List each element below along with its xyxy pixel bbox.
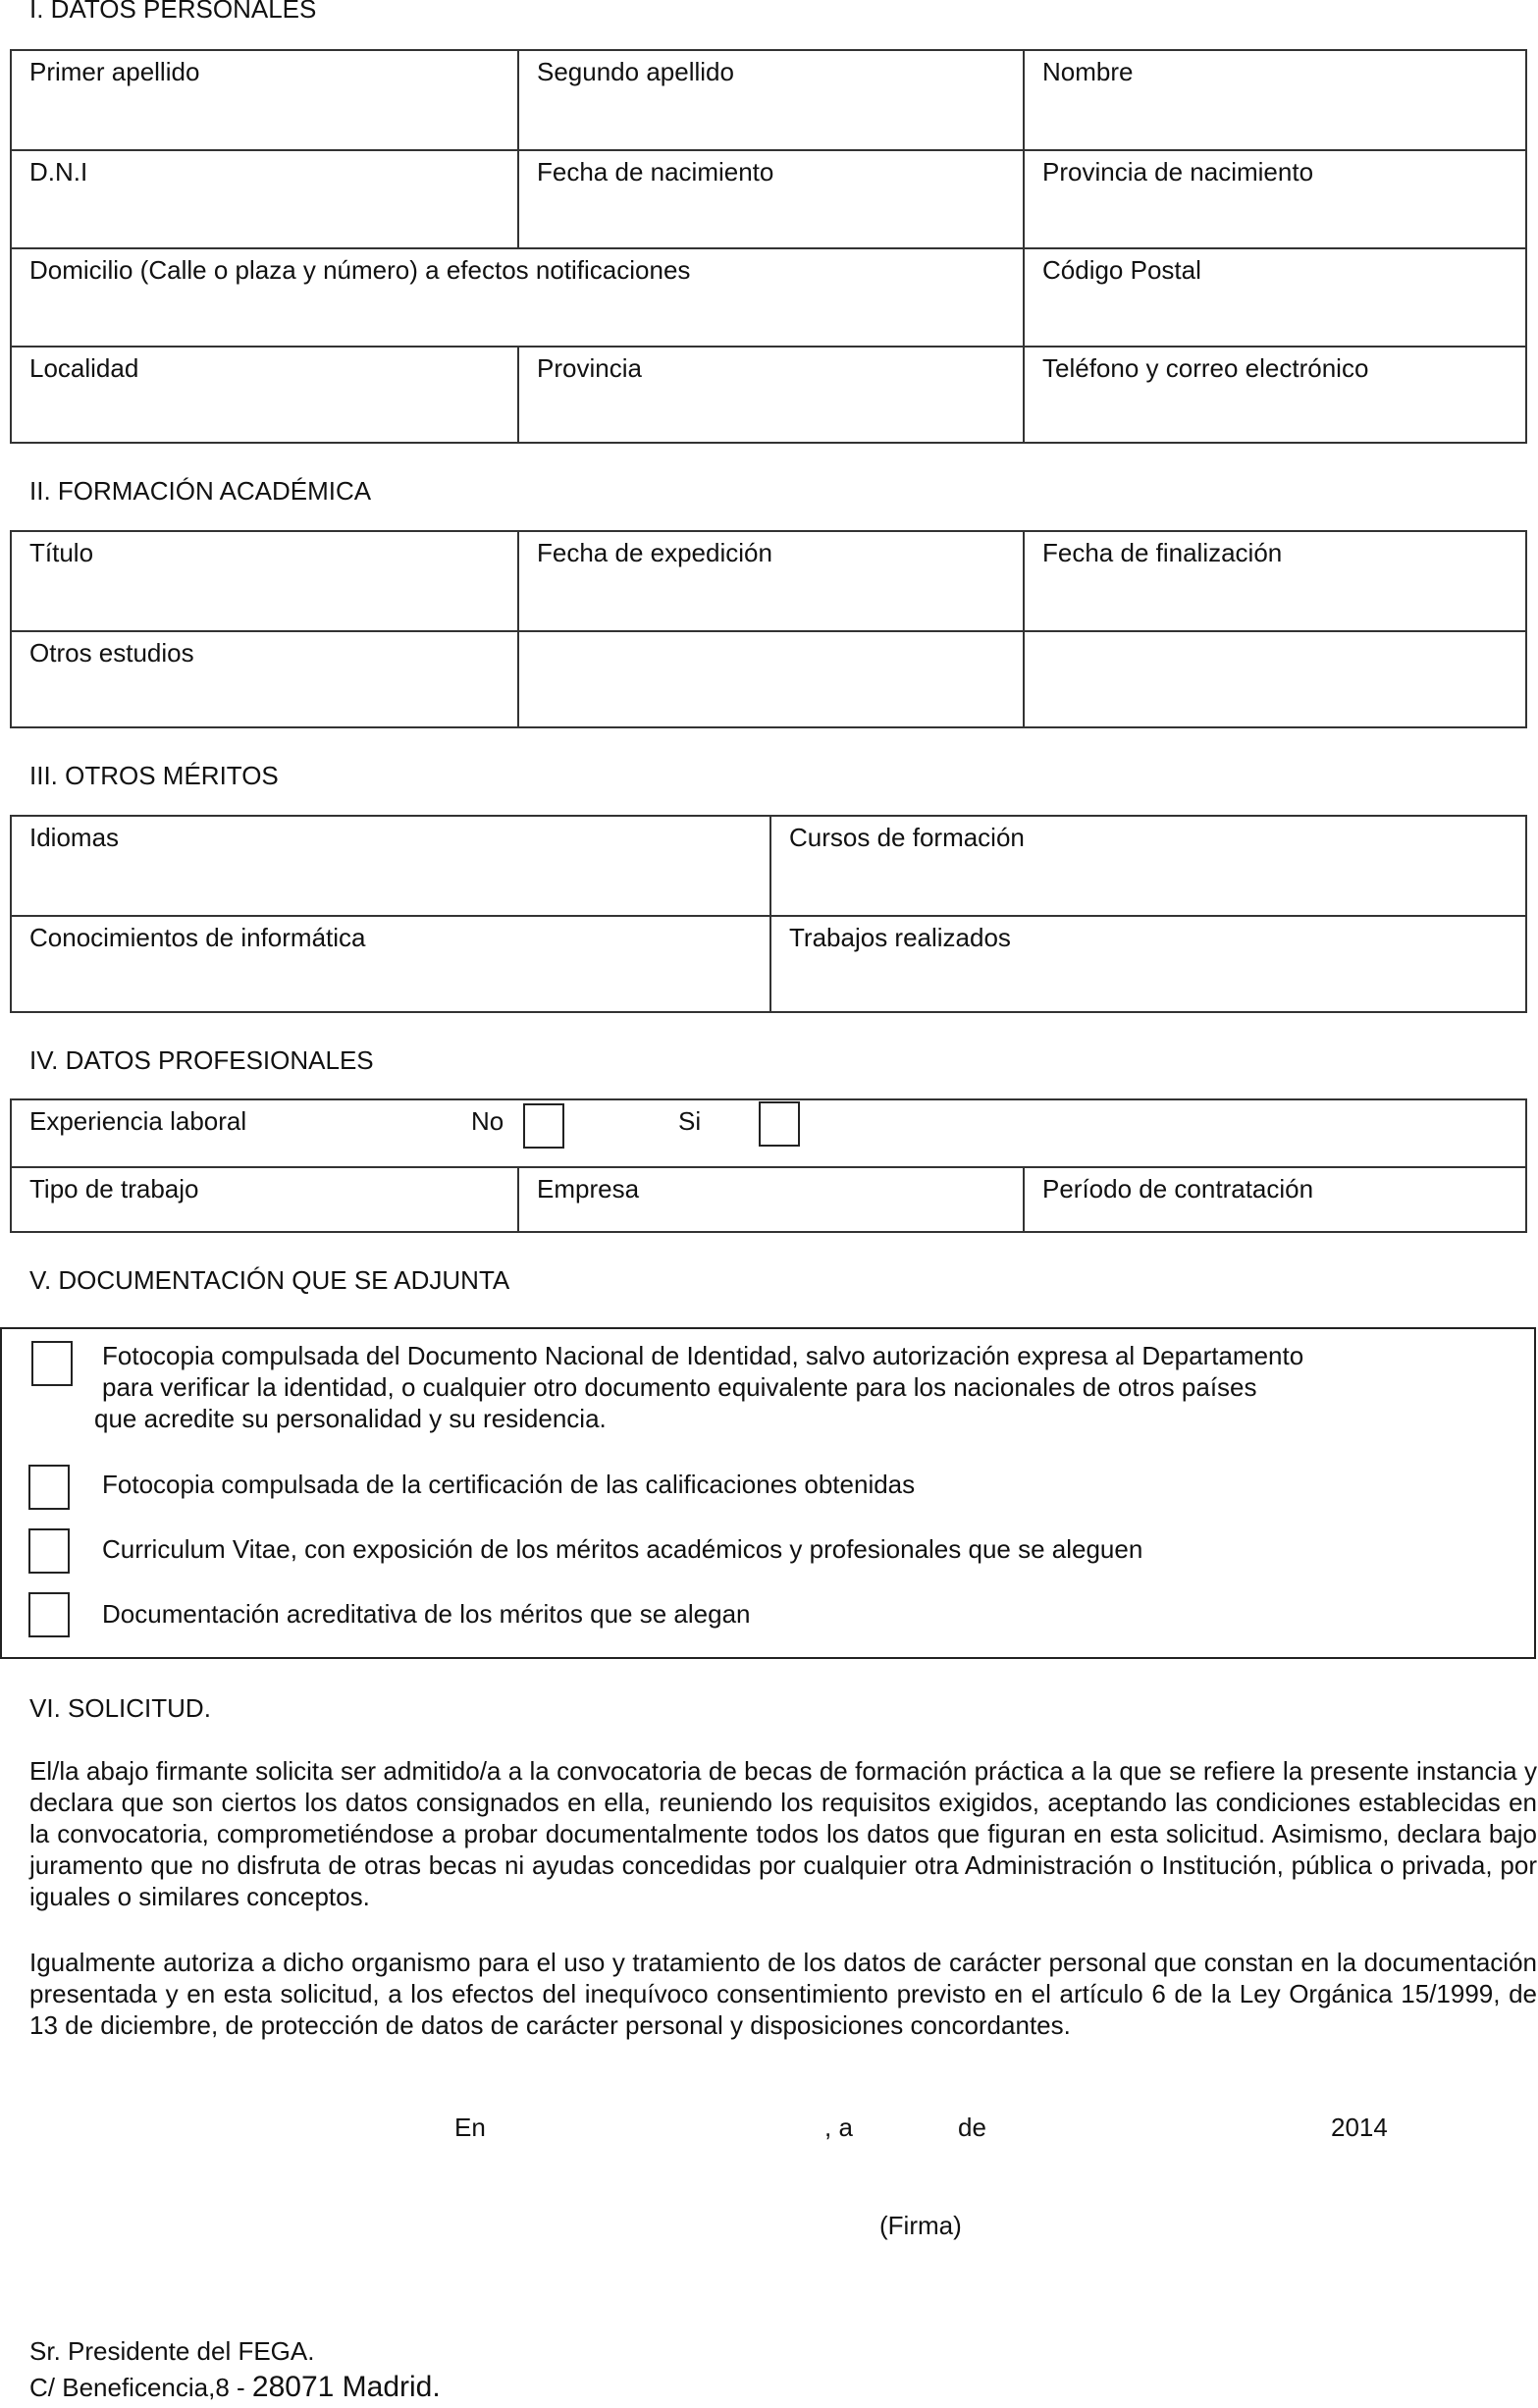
no-label: No xyxy=(471,1106,504,1136)
section-title-merits: III. OTROS MÉRITOS xyxy=(29,761,279,790)
dni-field[interactable] xyxy=(12,151,517,247)
addressee-street: C/ Beneficencia,8 - xyxy=(29,2373,252,2402)
doc-id-line-1: Fotocopia compulsada del Documento Nacional de Identidad, salvo autorización expresa al Departamento xyxy=(102,1341,1304,1370)
table-row xyxy=(12,247,1525,346)
section-title-professional: IV. DATOS PROFESIONALES xyxy=(29,1045,374,1075)
request-paragraph-1: El/la abajo firmante solicita ser admitido/a a la convocatoria de becas de formación práctica a la que se refiere la presente instancia y declara que son ciertos los datos consignados en ella, reuniendo los requisitos exigidos, aceptando las condiciones establecidas en la convocatoria, comprometiéndose a probar documentalmente todos los datos que figuran en esta solicitud. Asimismo, declara bajo juramento que no disfruta de otras becas ni ayudas concedidas por cualquier otra Administración o Institución, pública o privada, por iguales o similares conceptos. xyxy=(29,1756,1537,1911)
section-title-academic: II. FORMACIÓN ACADÉMICA xyxy=(29,476,372,506)
surname1-field[interactable] xyxy=(12,51,517,149)
doc-id-line-3: que acredite su personalidad y su residencia. xyxy=(94,1404,607,1433)
year-value: 2014 xyxy=(1331,2113,1388,2142)
field-label: Conocimientos de informática xyxy=(29,923,366,952)
phone-email-field[interactable] xyxy=(1023,348,1525,442)
field-label: Tipo de trabajo xyxy=(29,1174,199,1204)
field-label: Fecha de nacimiento xyxy=(537,157,774,187)
field-label: Cursos de formación xyxy=(789,823,1025,852)
birth-province-field[interactable] xyxy=(1023,151,1525,247)
table-row xyxy=(12,915,1525,1011)
month-prefix: de xyxy=(958,2113,986,2142)
it-skills-field[interactable] xyxy=(12,917,769,1011)
doc-id-checkbox[interactable] xyxy=(31,1341,73,1386)
si-label: Si xyxy=(678,1106,702,1136)
issue-date-field[interactable] xyxy=(517,532,1023,630)
doc-cv-text: Curriculum Vitae, con exposición de los méritos académicos y profesionales que se aleguen xyxy=(102,1534,1143,1564)
experience-si-checkbox[interactable] xyxy=(759,1101,800,1147)
signature-label: (Firma) xyxy=(879,2211,962,2240)
documents-box xyxy=(0,1327,1536,1659)
doc-id-line-2: para verificar la identidad, o cualquier otro documento equivalente para los nacionales de otros países xyxy=(102,1372,1257,1402)
field-label: Provincia xyxy=(537,353,642,383)
doc-merits-text: Documentación acreditativa de los méritos que se alegan xyxy=(102,1599,751,1629)
table-row xyxy=(12,346,1525,442)
field-label: Provincia de nacimiento xyxy=(1042,157,1314,187)
other-studies-field-2[interactable] xyxy=(517,632,1023,726)
table-row xyxy=(12,149,1525,247)
doc-cv-checkbox[interactable] xyxy=(28,1528,70,1574)
address-field[interactable] xyxy=(12,249,1023,346)
field-label: Fecha de finalización xyxy=(1042,538,1283,567)
section-title-personal: I. DATOS PERSONALES xyxy=(29,0,317,24)
doc-grades-text: Fotocopia compulsada de la certificación de las calificaciones obtenidas xyxy=(102,1470,916,1499)
experience-label: Experiencia laboral xyxy=(29,1106,247,1136)
locality-field[interactable] xyxy=(12,348,517,442)
company-field[interactable] xyxy=(517,1168,1023,1231)
table-row xyxy=(12,630,1525,726)
table-row xyxy=(12,1166,1525,1231)
work-done-field[interactable] xyxy=(769,917,1525,1011)
field-label: Título xyxy=(29,538,94,567)
field-label: Nombre xyxy=(1042,57,1134,86)
field-label: Idiomas xyxy=(29,823,120,852)
table-row xyxy=(12,817,1525,915)
training-courses-field[interactable] xyxy=(769,817,1525,915)
field-label: Código Postal xyxy=(1042,255,1201,285)
addressee-line-1: Sr. Presidente del FEGA. xyxy=(29,2336,315,2366)
province-field[interactable] xyxy=(517,348,1023,442)
completion-date-field[interactable] xyxy=(1023,532,1525,630)
section-title-documents: V. DOCUMENTACIÓN QUE SE ADJUNTA xyxy=(29,1265,510,1295)
other-studies-field-3[interactable] xyxy=(1023,632,1525,726)
field-label: Primer apellido xyxy=(29,57,200,86)
field-label: Domicilio (Calle o plaza y número) a efectos notificaciones xyxy=(29,255,691,285)
field-label: Período de contratación xyxy=(1042,1174,1314,1204)
field-label: Localidad xyxy=(29,353,139,383)
table-row xyxy=(12,1100,1525,1166)
addressee-line-2 xyxy=(29,2371,441,2404)
other-studies-field[interactable] xyxy=(12,632,517,726)
table-row xyxy=(12,532,1525,630)
languages-field[interactable] xyxy=(12,817,769,915)
name-field[interactable] xyxy=(1023,51,1525,149)
field-label: Trabajos realizados xyxy=(789,923,1011,952)
field-label: Empresa xyxy=(537,1174,640,1204)
field-label: Fecha de expedición xyxy=(537,538,772,567)
field-label: Teléfono y correo electrónico xyxy=(1042,353,1369,383)
birthdate-field[interactable] xyxy=(517,151,1023,247)
field-label: D.N.I xyxy=(29,157,88,187)
place-prefix: En xyxy=(454,2113,486,2142)
field-label: Otros estudios xyxy=(29,638,194,668)
doc-grades-checkbox[interactable] xyxy=(28,1465,70,1510)
academic-table xyxy=(10,530,1527,728)
degree-field[interactable] xyxy=(12,532,517,630)
addressee-city: 28071 Madrid. xyxy=(251,2371,441,2403)
surname2-field[interactable] xyxy=(517,51,1023,149)
day-prefix: , a xyxy=(824,2113,853,2142)
experience-no-checkbox[interactable] xyxy=(523,1103,564,1149)
personal-data-table xyxy=(10,49,1527,444)
job-type-field[interactable] xyxy=(12,1168,517,1231)
professional-table xyxy=(10,1098,1527,1233)
merits-table xyxy=(10,815,1527,1013)
postal-code-field[interactable] xyxy=(1023,249,1525,346)
table-row xyxy=(12,51,1525,149)
field-label: Segundo apellido xyxy=(537,57,734,86)
doc-merits-checkbox[interactable] xyxy=(28,1592,70,1637)
section-title-request: VI. SOLICITUD. xyxy=(29,1693,211,1723)
contract-period-field[interactable] xyxy=(1023,1168,1525,1231)
request-paragraph-2: Igualmente autoriza a dicho organismo para el uso y tratamiento de los datos de carácter personal que constan en la documentación presentada y en esta solicitud, a los efectos del inequívoco consentimiento previsto en el artículo 6 de la Ley Orgánica 15/1999, de 13 de diciembre, de protección de datos de carácter personal y disposiciones concordantes. xyxy=(29,1948,1537,2040)
